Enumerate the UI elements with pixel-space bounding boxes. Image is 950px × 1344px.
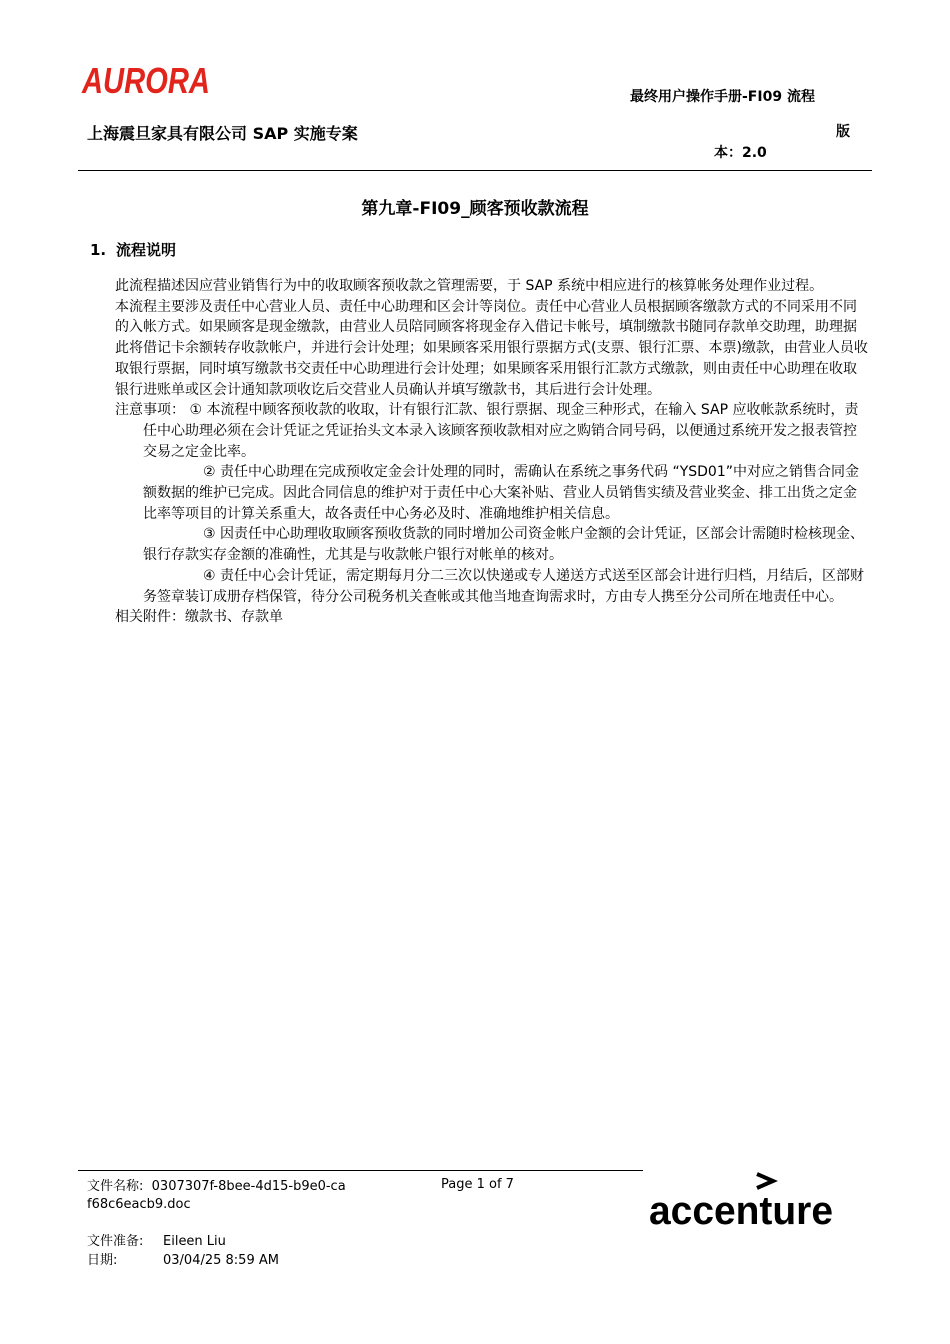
note-item-4: [115, 566, 870, 607]
paragraph-purpose: 此流程描述因应营业销售行为中的收取顾客预收款之管理需要，于 SAP 系统中相应进行的核算帐务处理作业过程。: [115, 278, 824, 294]
note-4-text: ④ 责任中心会计凭证，需定期每月分二三次以快递或专人递送方式送至区部会计进行归档，月结后，区部财务签章装订成册存档保管，待分公司税务机关查帐或其他当地查询需求时，方由专人携至分公司所在地责任中心。: [143, 567, 864, 605]
date-label: 日期:: [87, 1253, 118, 1268]
page-number: Page 1 of 7: [441, 1177, 514, 1192]
footer-date: [87, 1252, 279, 1270]
note-3-text: ③ 因责任中心助理收取顾客预收货款的同时增加公司资金帐户金额的会计凭证，区部会计需随时检核现金、银行存款实存金额的准确性，尤其是与收款帐户银行对帐单的核对。: [143, 526, 864, 564]
version-label-part1: 版: [836, 124, 850, 140]
section-heading: [90, 239, 176, 260]
notes-label: 注意事项：: [115, 402, 185, 419]
manual-title: 最终用户操作手册-FI09 流程: [630, 89, 815, 105]
paragraph-roles: 本流程主要涉及责任中心营业人员、责任中心助理和区会计等岗位。责任中心营业人员根据顾客缴款方式的不同采用不同的入帐方式。如果顾客是现金缴款，由营业人员陪同顾客将现金存入借记卡帐号，填制缴款书随同存款单交助理，助理据此将借记卡余额转存收款帐户，并进行会计处理；如果顾客采用银行票据方式(支票、银行汇票、本票)缴款，由营业人员收取银行票据，同时填写缴款书交责任中心助理进行会计处理；如果顾客采用银行汇款方式缴款，则由责任中心助理在收取银行进账单或区会计通知款项收讫后交营业人员确认并填写缴款书，其后进行会计处理。: [115, 298, 868, 398]
process-description: [115, 276, 870, 628]
version-label-part2: 本：2.0: [714, 145, 767, 161]
note-1-text: ① 本流程中顾客预收款的收取，计有银行汇款、银行票据、现金三种形式，在输入 SAP 应收帐款系统时，责任中心助理必须在会计凭证之凭证抬头文本录入该顾客预收款相对应之购销合同号码，以便通过系统开发之报表管控交易之定金比率。: [143, 402, 859, 460]
related-attachments: 相关附件：缴款书、存款单: [115, 609, 283, 626]
accenture-chevron-icon: [757, 1174, 773, 1188]
filename-label: 文件名称:: [87, 1179, 144, 1194]
note-item-1: [115, 400, 870, 462]
header-divider: [78, 170, 872, 171]
company-project-title: 上海震旦家具有限公司 SAP 实施专案: [87, 124, 358, 143]
aurora-logo-text: AURORA: [81, 60, 211, 101]
footer-filename: [87, 1178, 347, 1214]
section-title: 流程说明: [116, 241, 177, 259]
prepared-label: 文件准备:: [87, 1234, 144, 1249]
chapter-title: 第九章-FI09_顾客预收款流程: [361, 199, 589, 219]
prepared-value: Eileen Liu: [163, 1234, 226, 1249]
section-number: 1.: [90, 241, 107, 259]
accenture-logo-text: accenture: [649, 1189, 833, 1233]
note-item-2: [115, 462, 870, 524]
note-2-text: ② 责任中心助理在完成预收定金会计处理的同时，需确认在系统之事务代码 “YSD01”中对应之销售合同金额数据的维护已完成。因此合同信息的维护对于责任中心大案补贴、营业人员销售实绩及营业奖金、排工出货之定金比率等项目的计算关系重大，故各责任中心务必及时、准确地维护相关信息。: [143, 464, 859, 522]
footer-divider: [78, 1170, 643, 1171]
footer-prepared-by: [87, 1233, 226, 1251]
date-value: 03/04/25 8:59 AM: [163, 1253, 279, 1268]
accenture-logo: [645, 1170, 841, 1234]
filename-value: 0307307f-8bee-4d15-b9e0-caf68c6eacb9.doc: [87, 1179, 346, 1212]
note-item-3: [115, 524, 870, 565]
aurora-logo: [81, 60, 212, 101]
